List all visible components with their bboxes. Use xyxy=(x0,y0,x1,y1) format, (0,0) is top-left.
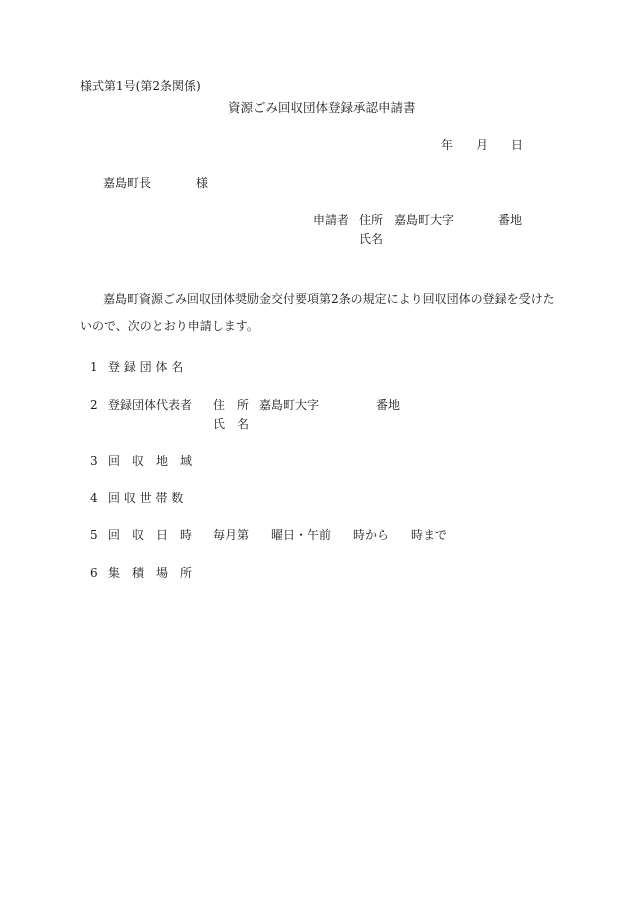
item-number: 1 xyxy=(90,360,98,374)
applicant-name-label: 氏名 xyxy=(359,232,384,246)
representative-address-label: 住 所 xyxy=(213,398,250,412)
item-number: 5 xyxy=(90,528,98,542)
applicant-address-suffix: 番地 xyxy=(498,213,523,227)
item-number: 2 xyxy=(90,398,98,412)
item-label-collection-area: 回 収 地 域 xyxy=(108,454,193,468)
item-label-household-count: 回 収 世 帯 数 xyxy=(108,491,184,505)
body-text-line-2: いので、次のとおり申請します。 xyxy=(80,319,259,333)
representative-address-value: 嘉島町大字 xyxy=(259,398,320,412)
item-label-collection-datetime: 回 収 日 時 xyxy=(108,528,193,542)
date-year-label: 年 xyxy=(441,138,454,152)
form-number: 様式第1号(第2条関係) xyxy=(80,79,201,93)
representative-address-suffix: 番地 xyxy=(376,398,401,412)
item-label-representative: 登録団体代表者 xyxy=(108,398,193,412)
representative-name-label: 氏 名 xyxy=(213,417,250,431)
date-day-label: 日 xyxy=(511,138,524,152)
schedule-to-hour: 時まで xyxy=(411,528,448,542)
item-label-organization-name: 登 録 団 体 名 xyxy=(108,360,184,374)
item-number: 4 xyxy=(90,491,98,505)
applicant-address-label: 住所 xyxy=(359,213,384,227)
schedule-monthly-ordinal: 毎月第 xyxy=(213,528,250,542)
schedule-weekday-am: 曜日・午前 xyxy=(271,528,332,542)
item-label-collection-point: 集 積 場 所 xyxy=(108,566,193,580)
document-title: 資源ごみ回収団体登録承認申請書 xyxy=(228,100,416,115)
item-number: 3 xyxy=(90,454,98,468)
date-month-label: 月 xyxy=(476,138,489,152)
item-number: 6 xyxy=(90,566,98,580)
schedule-from-hour: 時から xyxy=(353,528,390,542)
addressee-honorific: 様 xyxy=(196,176,209,190)
applicant-address-value: 嘉島町大字 xyxy=(394,213,455,227)
body-text-line-1: 嘉島町資源ごみ回収団体奨励金交付要項第2条の規定により回収団体の登録を受けた xyxy=(103,292,555,306)
applicant-label: 申請者 xyxy=(313,213,350,227)
addressee-name: 嘉島町長 xyxy=(103,176,152,190)
